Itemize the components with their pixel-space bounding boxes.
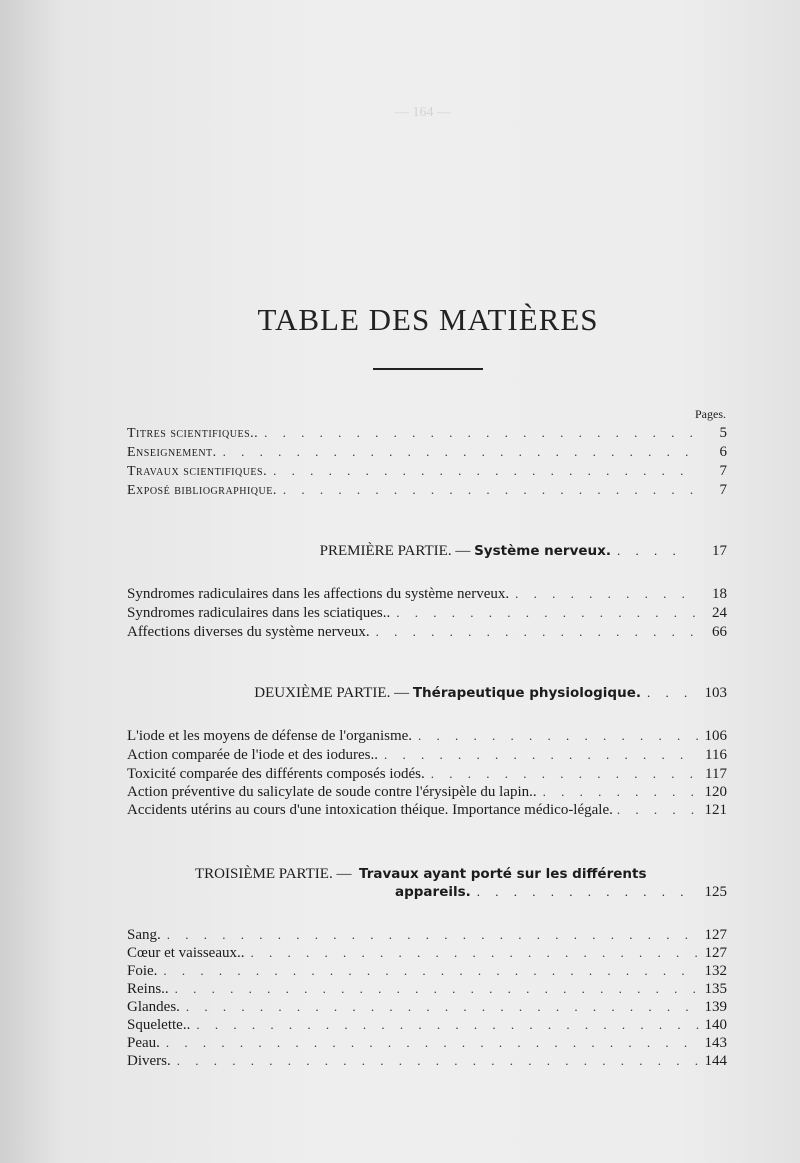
dot-leader: [166, 1035, 699, 1051]
part-heading-1: [150, 543, 727, 563]
dot-leader: [543, 784, 699, 800]
toc-entry-page: 144: [704, 1053, 727, 1069]
toc-entry-label: Syndromes radiculaires dans les affections du système nerveux.: [127, 586, 510, 602]
part-heading-3: [195, 866, 646, 883]
dot-leader: [617, 543, 687, 559]
toc-entry-label: Affections diverses du système nerveux.: [127, 624, 370, 640]
toc-entry: [127, 1035, 727, 1053]
dot-leader: [163, 963, 698, 979]
toc-entry-label: Titres scientifiques..: [127, 426, 259, 441]
part-title: Système nerveux.: [474, 543, 611, 559]
toc-entry-label: Divers.: [127, 1053, 171, 1069]
toc-entry-label: L'iode et les moyens de défense de l'organisme.: [127, 728, 413, 744]
toc-entry: [127, 1053, 727, 1071]
toc-entry-label: Squelette..: [127, 1017, 191, 1033]
toc-entry: [127, 945, 727, 963]
title-rule: [373, 368, 483, 370]
toc-entry-label: Action comparée de l'iode et des iodures..: [127, 747, 378, 763]
part-prefix: DEUXIÈME PARTIE. —: [254, 685, 410, 701]
toc-entry: [127, 766, 727, 784]
dot-leader: [418, 728, 698, 744]
toc-entry: [127, 927, 727, 945]
toc-entry-page: 116: [705, 747, 727, 763]
dot-leader: [175, 981, 699, 997]
dot-leader: [396, 605, 699, 621]
dot-leader: [283, 482, 699, 498]
dot-leader: [647, 685, 687, 701]
toc-entry-page: 5: [719, 425, 727, 441]
dot-leader: [177, 1053, 699, 1069]
toc-entry-label: Action préventive du salicylate de soude contre l'érysipèle du lapin..: [127, 784, 537, 800]
toc-entry: [127, 963, 727, 981]
toc-entry-label: Accidents utérins au cours d'une intoxication théique. Importance médico-légale.: [127, 802, 613, 818]
toc-entry-label: Sang.: [127, 927, 161, 943]
part-title-line2: appareils.: [395, 884, 471, 900]
part-title: Thérapeutique physiologique.: [412, 685, 641, 701]
toc-entry-page: 66: [712, 624, 727, 640]
dot-leader: [477, 884, 687, 900]
toc-entry-page: 132: [704, 963, 727, 979]
toc-entry-page: 106: [704, 728, 727, 744]
dot-leader: [167, 927, 699, 943]
dot-leader: [384, 747, 699, 763]
part-heading-3-line2: [395, 884, 727, 904]
toc-entry-page: 139: [704, 999, 727, 1015]
toc-entry-label: Travaux scientifiques.: [127, 464, 268, 479]
toc-entry: [127, 981, 727, 999]
toc-entry-label: Glandes.: [127, 999, 180, 1015]
part-prefix: TROISIÈME PARTIE. —: [195, 866, 352, 882]
toc-entry-page: 24: [712, 605, 727, 621]
part-page: 103: [704, 685, 727, 701]
part-title-line1: Travaux ayant porté sur les différents: [358, 866, 647, 882]
toc-entry: [127, 784, 727, 802]
toc-entry-label: Enseignement.: [127, 445, 217, 460]
toc-entry: [127, 463, 727, 481]
toc-entry-page: 117: [705, 766, 727, 782]
dot-leader: [196, 1017, 698, 1033]
toc-entry-label: Exposé bibliographique.: [127, 483, 277, 498]
toc-entry-page: 127: [704, 945, 727, 961]
toc-entry: [127, 425, 727, 443]
part-page: 17: [712, 543, 727, 559]
dot-leader: [223, 444, 699, 460]
toc-entry: [127, 728, 727, 746]
toc-entry: [127, 999, 727, 1017]
page-title: TABLE DES MATIÈRES: [257, 302, 599, 337]
toc-entry: [127, 586, 727, 604]
toc-entry-label: Foie.: [127, 963, 158, 979]
toc-entry: [127, 444, 727, 462]
dot-leader: [431, 766, 699, 782]
toc-entry: [127, 747, 727, 765]
toc-entry-label: Peau.: [127, 1035, 160, 1051]
dot-leader: [186, 999, 699, 1015]
toc-entry: [127, 605, 727, 623]
dot-leader: [515, 586, 699, 602]
toc-entry: [127, 482, 727, 500]
toc-entry-page: 7: [719, 482, 727, 498]
toc-entry: [127, 1017, 727, 1035]
dot-leader: [250, 945, 698, 961]
toc-entry-page: 120: [704, 784, 727, 800]
dot-leader: [264, 425, 699, 441]
toc-entry: [127, 802, 727, 820]
toc-entry-page: 6: [719, 444, 727, 460]
toc-entry-page: 18: [712, 586, 727, 602]
toc-entry-label: Syndromes radiculaires dans les sciatiques..: [127, 605, 391, 621]
pages-column-header: Pages.: [695, 407, 726, 421]
toc-entry-page: 140: [704, 1017, 727, 1033]
part-heading-2: [150, 685, 727, 705]
dot-leader: [617, 802, 701, 818]
toc-entry-label: Reins..: [127, 981, 169, 997]
toc-entry-page: 143: [704, 1035, 727, 1051]
toc-entry-label: Cœur et vaisseaux..: [127, 945, 245, 961]
part-page: 125: [704, 884, 727, 900]
toc-entry-page: 135: [704, 981, 727, 997]
part-prefix: PREMIÈRE PARTIE. —: [319, 543, 471, 559]
toc-entry-page: 127: [704, 927, 727, 943]
dot-leader: [376, 624, 699, 640]
toc-entry-label: Toxicité comparée des différents composés iodés.: [127, 766, 425, 782]
toc-entry: [127, 624, 727, 642]
toc-entry-page: 121: [704, 802, 727, 818]
toc-entry-page: 7: [719, 463, 727, 479]
bleed-through-page-number: — 164 —: [395, 105, 451, 120]
dot-leader: [273, 463, 699, 479]
